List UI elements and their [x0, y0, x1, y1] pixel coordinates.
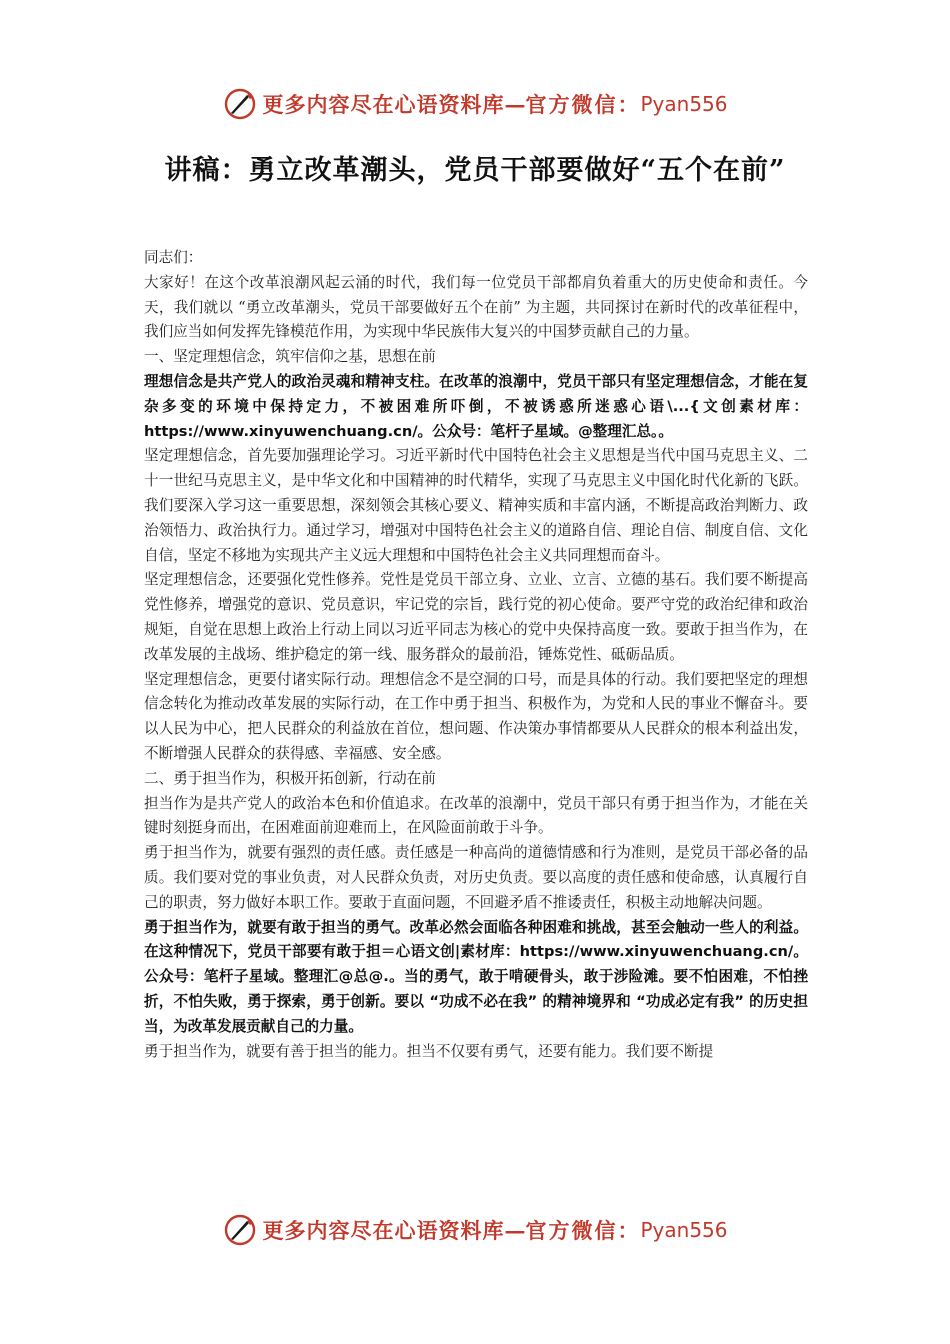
paragraph: 一、坚定理想信念，筑牢信仰之基，思想在前 — [144, 348, 436, 366]
banner-separator: — — [504, 1217, 526, 1243]
paragraph: 坚定理想信念，还要强化党性修养。党性是党员干部立身、立业、立言、立德的基石。我们要不断提高党性修养，增强党的意识、党员意识，牢记党的宗旨，践行党的初心使命。要严守党的政治纪律和政治规矩，自觉在思想上政治上行动上同以习近平同志为核心的党中央保持高度一致。要敢于担当作为，在改革发展的主战场、维护稳定的第一线、服务群众的最前沿，锤炼党性、砥砺品质。 — [144, 571, 808, 663]
paragraph: 坚定理想信念，更要付诸实际行动。理想信念不是空洞的口号，而是具体的行动。我们要把坚定的理想信念转化为推动改革发展的实际行动，在工作中勇于担当、积极作为，为党和人民的事业不懈奋斗。要以人民为中心，把人民群众的利益放在首位，想问题、作决策办事情都要从人民群众的根本利益出发，不断增强人民群众的获得感、幸福感、安全感。 — [144, 670, 808, 762]
paragraph: 二、勇于担当作为，积极开拓创新，行动在前 — [144, 769, 436, 787]
paragraph: 勇于担当作为，就要有善于担当的能力。担当不仅要有勇气，还要有能力。我们要不断提 — [144, 1042, 714, 1060]
banner-text: 更多内容尽在心语资料库 — [262, 92, 505, 117]
document-body — [144, 246, 808, 1064]
quill-logo-icon — [222, 86, 258, 122]
banner-separator: — — [504, 91, 526, 117]
paragraph: 勇于担当作为，就要有敢于担当的勇气。改革必然会面临各种困难和挑战，甚至会触动一些人的利益。在这种情况下，党员干部要有敢于担＝心语文创|素材库：https://www.xinyuwenchuang.cn/。公众号：笔杆子星域。整理汇@总@.。当的勇气，敢于啃硬骨头，敢于涉险滩。要不怕困难，不怕挫折，不怕失败，勇于探索，勇于创新。要以 “功成不必在我” 的精神境界和 “功成必定有我” 的历史担当，为改革发展贡献自己的力量。 — [144, 918, 808, 1035]
paragraph: 理想信念是共产党人的政治灵魂和精神支柱。在改革的浪潮中，党员干部只有坚定理想信念，才能在复杂多变的环境中保持定力，不被困难所吓倒，不被诱惑所迷惑心语\...{文创素材库：https://www.xinyuwenchuang.cn/。公众号：笔杆子星域。@整理汇总。。 — [144, 372, 808, 440]
paragraph: 勇于担当作为，就要有强烈的责任感。责任感是一种高尚的道德情感和行为准则，是党员干部必备的品质。我们要对党的事业负责，对人民群众负责，对历史负责。要以高度的责任感和使命感，认真履行自己的职责，努力做好本职工作。要敢于直面问题，不回避矛盾不推诿责任，积极主动地解决问题。 — [144, 844, 808, 911]
page-title: 讲稿：勇立改革潮头，党员干部要做好“五个在前” — [164, 155, 786, 186]
banner-wechat-label: 官方微信： — [525, 92, 641, 117]
paragraph: 坚定理想信念，首先要加强理论学习。习近平新时代中国特色社会主义思想是当代中国马克思主义、二十一世纪马克思主义，是中华文化和中国精神的时代精华，实现了马克思主义中国化时代化新的飞跃。我们要深入学习这一重要思想，深刻领会其核心要义、精神实质和丰富内涵，不断提高政治判断力、政治领悟力、政治执行力。通过学习，增强对中国特色社会主义的道路自信、理论自信、制度自信、文化自信，坚定不移地为实现共产主义远大理想和中国特色社会主义共同理想而奋斗。 — [144, 447, 808, 564]
header-banner — [0, 84, 950, 124]
banner-wechat-id: Pyan556 — [640, 92, 728, 116]
banner-wechat-id: Pyan556 — [640, 1218, 728, 1242]
footer-banner — [0, 1210, 950, 1250]
quill-logo-icon — [222, 1212, 258, 1248]
paragraph: 大家好！在这个改革浪潮风起云涌的时代，我们每一位党员干部都肩负着重大的历史使命和责任。今天，我们就以 “勇立改革潮头，党员干部要做好五个在前” 为主题，共同探讨在新时代的改革征程中，我们应当如何发挥先锋模范作用，为实现中华民族伟大复兴的中国梦贡献自己的力量。 — [144, 273, 808, 341]
banner-wechat-label: 官方微信： — [525, 1218, 641, 1243]
paragraph: 同志们： — [144, 249, 203, 266]
paragraph: 担当作为是共产党人的政治本色和价值追求。在改革的浪潮中，党员干部只有勇于担当作为，才能在关键时刻挺身而出，在困难面前迎难而上，在风险面前敢于斗争。 — [144, 794, 808, 837]
banner-text: 更多内容尽在心语资料库 — [262, 1218, 505, 1243]
